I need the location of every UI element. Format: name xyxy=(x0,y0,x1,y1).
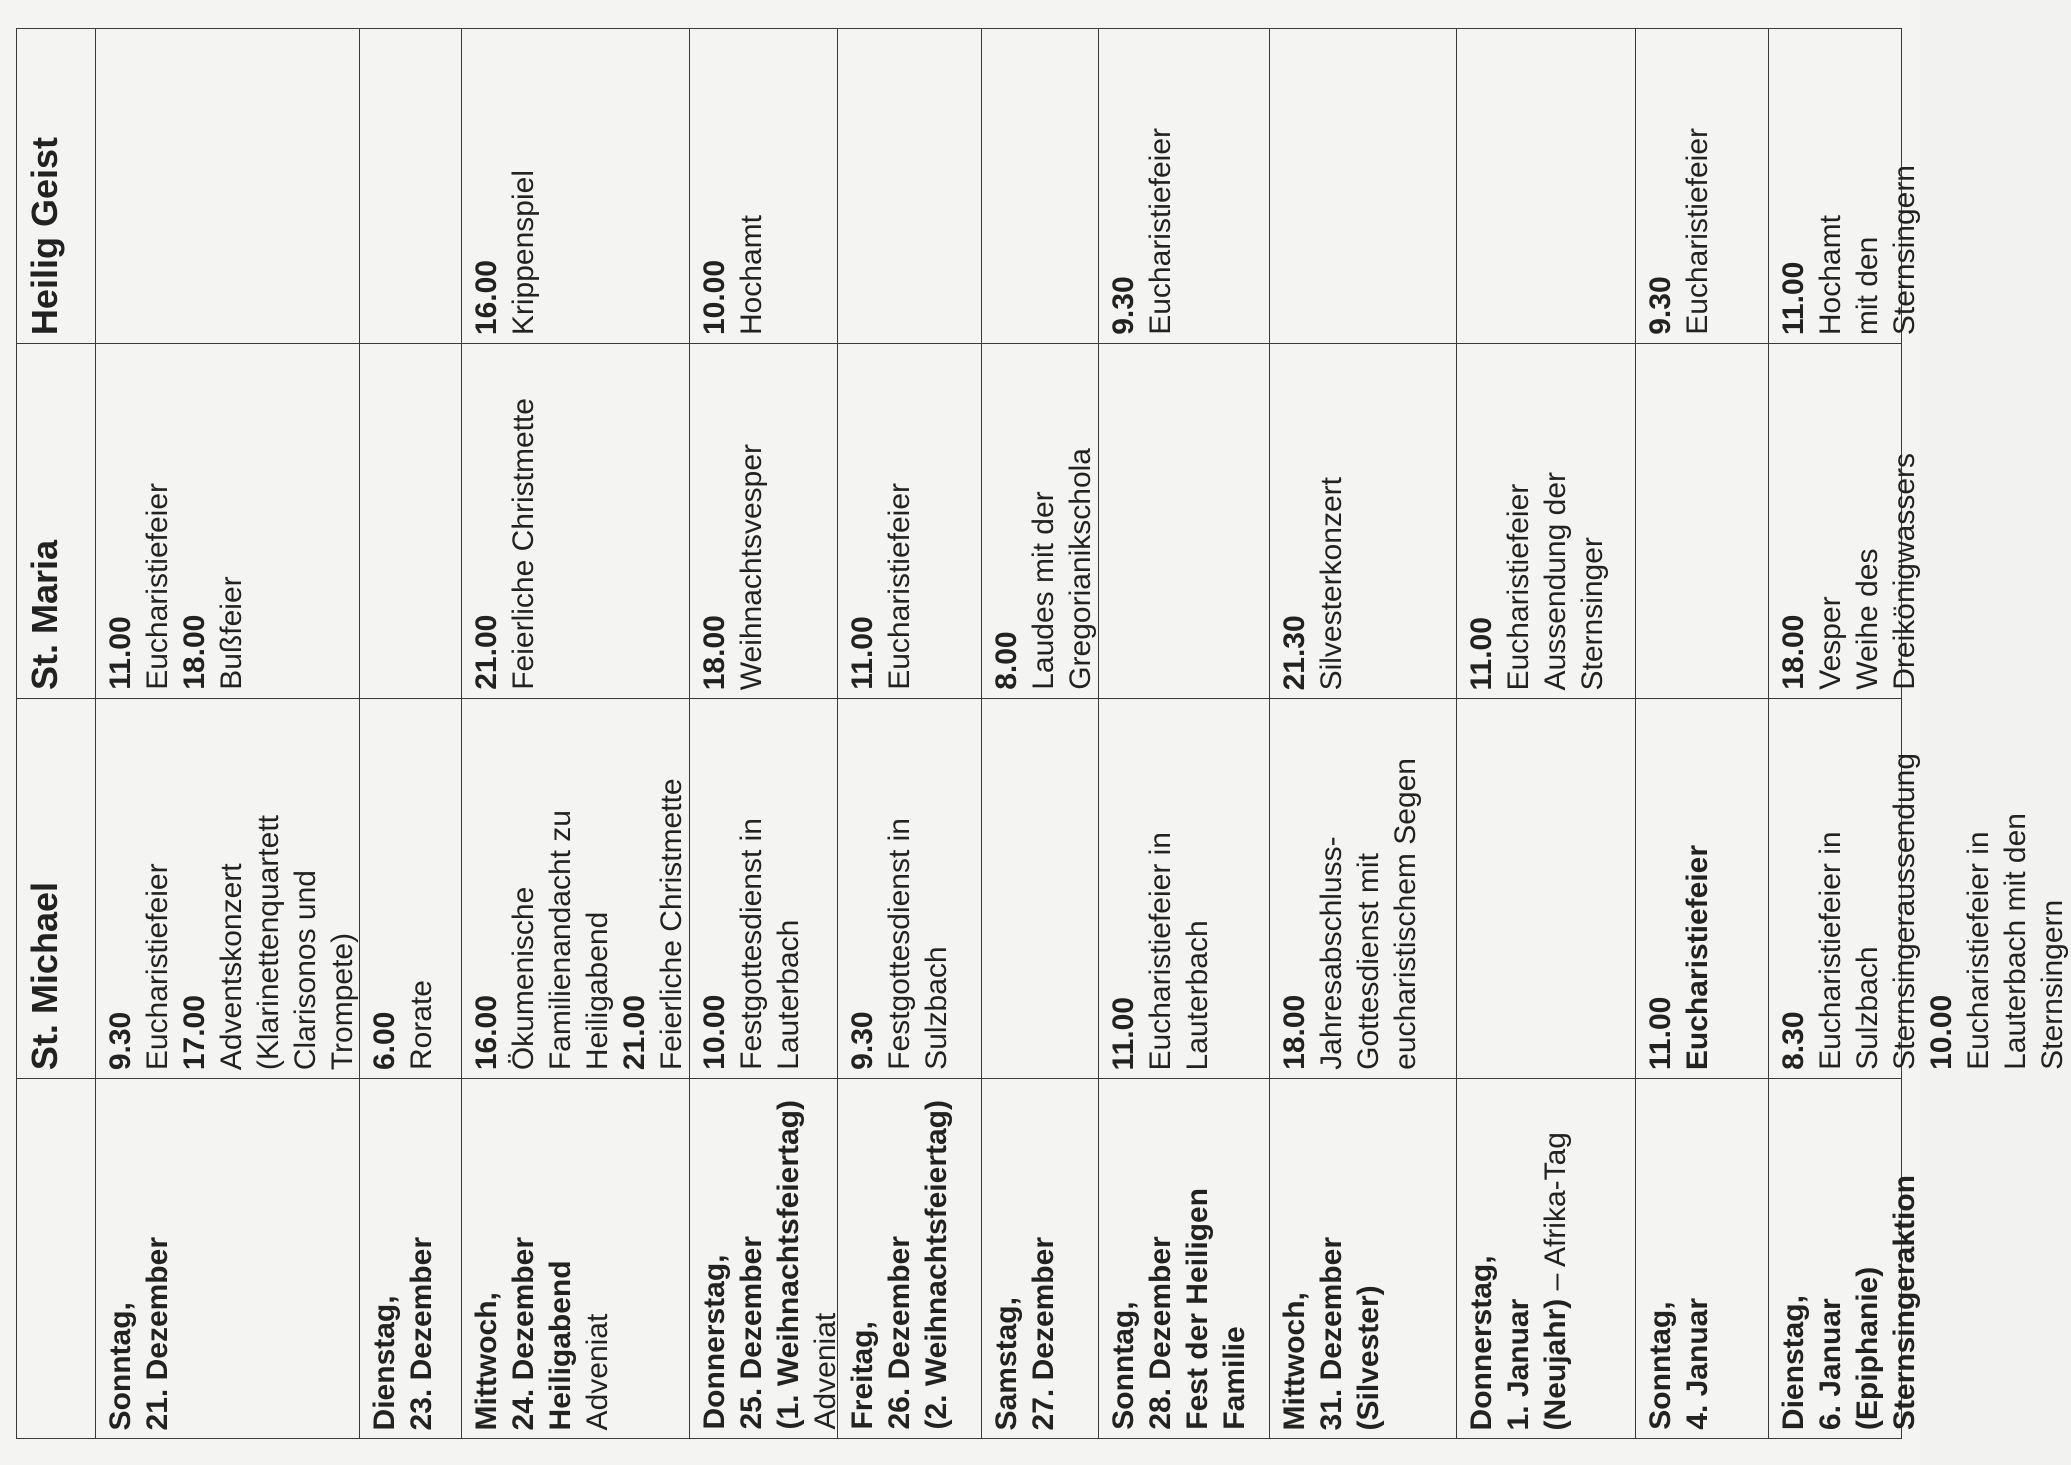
geist-cell xyxy=(1456,29,1635,344)
maria-cell-text xyxy=(468,398,542,690)
date-line: 4. Januar xyxy=(1680,1298,1714,1430)
maria-line: 11.00 xyxy=(104,616,138,690)
michael-line: Familienandacht zu xyxy=(544,809,578,1070)
date-line: 1. Januar xyxy=(1501,1298,1535,1430)
geist-cell xyxy=(462,29,690,344)
date-line: (1. Weihnachtsfeiertag) xyxy=(771,1100,805,1430)
geist-cell xyxy=(359,29,461,344)
geist-cell xyxy=(1098,29,1269,344)
date-line: (Silvester) xyxy=(1352,1284,1386,1430)
maria-line: 11.00 xyxy=(1464,616,1498,690)
michael-cell-text xyxy=(696,708,807,1070)
maria-cell xyxy=(359,344,461,699)
geist-cell xyxy=(96,29,359,344)
geist-line: 9.30 xyxy=(1106,276,1140,335)
michael-line: 10.00 xyxy=(697,994,731,1070)
date-line: 23. Dezember xyxy=(404,1236,438,1430)
michael-line: Rorate xyxy=(404,979,438,1070)
date-line: 6. Januar xyxy=(1813,1298,1847,1430)
date-cell xyxy=(1098,1079,1269,1439)
michael-line: Lauterbach xyxy=(1180,919,1214,1070)
date-cell xyxy=(359,1079,461,1439)
date-cell-text xyxy=(468,1237,616,1430)
date-line: Heiligabend xyxy=(544,1259,578,1430)
geist-cell xyxy=(1270,29,1457,344)
michael-line: 9.30 xyxy=(104,1011,138,1070)
michael-line: eucharistischem Segen xyxy=(1389,758,1423,1070)
michael-cell xyxy=(1635,699,1768,1079)
michael-cell xyxy=(462,699,690,1079)
michael-cell-text xyxy=(844,818,955,1070)
michael-line: 11.00 xyxy=(1643,996,1677,1070)
row-michael xyxy=(17,699,1902,1079)
date-line: Sternsingeraktion xyxy=(1887,1174,1921,1430)
michael-cell-text xyxy=(468,700,690,1070)
maria-line: 21.00 xyxy=(470,614,504,690)
date-cell-text xyxy=(1642,1298,1716,1430)
geist-cell-text xyxy=(468,170,542,335)
michael-line: Lauterbach xyxy=(771,919,805,1070)
date-line: Familie xyxy=(1217,1326,1251,1430)
maria-line: Vesper xyxy=(1813,596,1847,690)
michael-cell xyxy=(359,699,461,1079)
header-maria: St. Maria xyxy=(17,344,96,699)
date-line: (Epiphanie) xyxy=(1850,1266,1884,1430)
maria-line: 21.30 xyxy=(1278,614,1312,690)
michael-line: Sulzbach xyxy=(919,946,953,1070)
michael-line: Eucharistiefeier in xyxy=(1813,831,1847,1070)
michael-line: Lauterbach mit den xyxy=(1998,813,2032,1070)
maria-line: 18.00 xyxy=(178,614,212,690)
michael-line: Feierliche Christmette xyxy=(655,778,689,1070)
date-cell-text xyxy=(988,1237,1062,1430)
maria-line: Sternsinger xyxy=(1575,536,1609,690)
michael-line: 17.00 xyxy=(178,994,212,1070)
row-date xyxy=(17,1079,1902,1439)
date-line: Samstag, xyxy=(990,1296,1024,1430)
michael-cell-text xyxy=(1642,845,1716,1070)
maria-cell xyxy=(689,344,837,699)
michael-line: Gottesdienst mit xyxy=(1352,853,1386,1070)
maria-line: Eucharistiefeier xyxy=(141,483,175,690)
date-cell xyxy=(1456,1079,1635,1439)
maria-cell xyxy=(982,344,1098,699)
maria-line: 8.00 xyxy=(990,631,1024,690)
maria-line: 18.00 xyxy=(1776,614,1810,690)
maria-line: Weihe des xyxy=(1850,548,1884,690)
geist-line: Krippenspiel xyxy=(507,169,541,335)
maria-cell xyxy=(1635,344,1768,699)
maria-cell xyxy=(96,344,359,699)
header-geist: Heilig Geist xyxy=(17,29,96,344)
michael-cell xyxy=(1768,699,2069,1079)
maria-cell-text xyxy=(696,444,770,690)
row-geist xyxy=(17,29,1902,344)
date-cell xyxy=(689,1079,842,1439)
geist-cell xyxy=(837,29,982,344)
maria-line: Eucharistiefeier xyxy=(1501,483,1535,690)
michael-line: Adventskonzert xyxy=(215,863,249,1070)
maria-line: 18.00 xyxy=(697,614,731,690)
michael-line: Festgottesdienst in xyxy=(734,818,768,1070)
michael-cell xyxy=(1098,699,1269,1079)
maria-line: Feierliche Christmette xyxy=(507,398,541,690)
date-line: 26. Dezember xyxy=(882,1236,916,1430)
michael-cell xyxy=(1270,699,1457,1079)
michael-line: Sulzbach xyxy=(1850,946,1884,1070)
date-cell xyxy=(1635,1079,1768,1439)
michael-cell xyxy=(837,699,982,1079)
date-cell-text xyxy=(844,1100,955,1430)
michael-line: Trompete) xyxy=(326,932,360,1070)
michael-line: 8.30 xyxy=(1776,1011,1810,1070)
michael-line: (Klarinettenquartett xyxy=(252,814,286,1070)
date-line: Dienstag, xyxy=(1776,1294,1810,1430)
michael-cell xyxy=(982,699,1098,1079)
michael-line: Ökumenische xyxy=(507,886,541,1070)
date-line: 24. Dezember xyxy=(507,1236,541,1430)
geist-cell xyxy=(689,29,837,344)
geist-cell xyxy=(982,29,1098,344)
date-line: Fest der Heiligen xyxy=(1180,1188,1214,1430)
michael-line: Eucharistiefeier xyxy=(1680,844,1714,1070)
maria-cell-text xyxy=(1775,343,1923,690)
maria-line: Silvesterkonzert xyxy=(1315,476,1349,690)
maria-cell xyxy=(1098,344,1269,699)
maria-line: Eucharistiefeier xyxy=(882,483,916,690)
date-line: Freitag, xyxy=(845,1321,879,1430)
date-cell-text xyxy=(1105,1188,1253,1430)
date-line: Adveniat xyxy=(581,1313,615,1430)
geist-cell-text xyxy=(1775,55,1923,335)
geist-cell-text xyxy=(696,215,770,335)
michael-line: Jahresabschluss- xyxy=(1315,836,1349,1070)
maria-cell-text xyxy=(102,483,250,690)
geist-line: Eucharistiefeier xyxy=(1680,128,1714,335)
date-cell-text xyxy=(102,1237,176,1430)
geist-line: 11.00 xyxy=(1776,261,1810,335)
geist-line: Eucharistiefeier xyxy=(1143,128,1177,335)
michael-cell xyxy=(689,699,837,1079)
michael-line: 21.00 xyxy=(618,994,652,1070)
date-line: 28. Dezember xyxy=(1143,1236,1177,1430)
geist-cell xyxy=(1768,29,1921,344)
date-line: Sonntag, xyxy=(1643,1301,1677,1430)
header-michael: St. Michael xyxy=(17,699,96,1079)
date-line: 27. Dezember xyxy=(1027,1236,1061,1430)
michael-cell-text xyxy=(1276,648,1424,1070)
date-line: Dienstag, xyxy=(367,1294,401,1430)
geist-line: 10.00 xyxy=(697,259,731,335)
date-cell xyxy=(1270,1079,1457,1439)
maria-cell xyxy=(1456,344,1635,699)
maria-cell xyxy=(1270,344,1457,699)
michael-cell-text xyxy=(102,705,361,1070)
row-maria xyxy=(17,344,1902,699)
geist-line: Sternsingern xyxy=(1887,164,1921,335)
maria-line: Aussendung der xyxy=(1538,471,1572,690)
geist-cell xyxy=(1635,29,1768,344)
maria-line: 11.00 xyxy=(845,616,879,690)
geist-line: Hochamt xyxy=(734,214,768,335)
date-line: Sonntag, xyxy=(1106,1301,1140,1430)
date-line: Sonntag, xyxy=(104,1301,138,1430)
date-cell xyxy=(837,1079,982,1439)
maria-line: Bußfeier xyxy=(215,576,249,690)
date-cell-text xyxy=(366,1237,440,1430)
michael-line: 9.30 xyxy=(845,1011,879,1070)
maria-line: Laudes mit der xyxy=(1027,491,1061,690)
michael-line: 6.00 xyxy=(367,1011,401,1070)
date-line: 25. Dezember xyxy=(734,1236,768,1430)
michael-cell-text xyxy=(366,980,440,1070)
geist-line: Hochamt xyxy=(1813,214,1847,335)
geist-cell-text xyxy=(1105,128,1179,335)
michael-line: Sternsingeraussendung xyxy=(1887,753,1921,1070)
date-cell-text xyxy=(1276,1237,1387,1430)
date-line: 21. Dezember xyxy=(141,1236,175,1430)
michael-line: Eucharistiefeier xyxy=(141,863,175,1070)
maria-cell xyxy=(837,344,982,699)
maria-cell-text xyxy=(1463,472,1611,691)
date-cell-text xyxy=(696,1100,844,1430)
date-line: Donnerstag, xyxy=(1464,1254,1498,1430)
date-line: (2. Weihnachtsfeiertag) xyxy=(919,1100,953,1430)
geist-line: 16.00 xyxy=(470,259,504,335)
date-line: Mittwoch, xyxy=(1278,1291,1312,1430)
header-date xyxy=(17,1079,96,1439)
michael-line: 16.00 xyxy=(470,994,504,1070)
michael-line: Eucharistiefeier in xyxy=(1961,831,1995,1070)
michael-line: Sternsingern xyxy=(2035,899,2069,1070)
michael-cell-text xyxy=(1775,643,2071,1070)
michael-line: Clarisonos und xyxy=(289,869,323,1070)
date-cell xyxy=(462,1079,690,1439)
maria-cell-text xyxy=(988,448,1099,690)
service-schedule-table xyxy=(16,28,2069,1439)
maria-line: Weihnachtsvesper xyxy=(734,443,768,690)
date-cell xyxy=(96,1079,359,1439)
michael-line: 10.00 xyxy=(1924,994,1958,1070)
michael-cell xyxy=(96,699,359,1079)
date-line: 31. Dezember xyxy=(1315,1236,1349,1430)
date-line: Adveniat xyxy=(808,1313,842,1430)
michael-cell-text xyxy=(1105,722,1216,1070)
geist-line: mit den xyxy=(1850,236,1884,335)
maria-cell-text xyxy=(844,483,918,690)
maria-cell xyxy=(462,344,690,699)
geist-line: 9.30 xyxy=(1643,276,1677,335)
date-cell xyxy=(982,1079,1098,1439)
date-cell xyxy=(1768,1079,1921,1439)
michael-line: Eucharistiefeier in xyxy=(1143,831,1177,1070)
date-cell-text xyxy=(1463,1132,1574,1430)
michael-line: 11.00 xyxy=(1106,996,1140,1070)
michael-cell xyxy=(1456,699,1635,1079)
geist-cell-text xyxy=(1642,128,1716,335)
michael-line: 18.00 xyxy=(1278,994,1312,1070)
maria-line: Gregorianikschola xyxy=(1064,448,1098,690)
date-line: Mittwoch, xyxy=(470,1291,504,1430)
date-line: Donnerstag, xyxy=(697,1254,731,1430)
michael-line: Heiligabend xyxy=(581,911,615,1070)
maria-line: Dreikönigwassers xyxy=(1887,453,1921,690)
date-cell-text xyxy=(1775,1175,1923,1430)
date-line: (Neujahr) – Afrika-Tag xyxy=(1538,1131,1572,1430)
michael-line: Festgottesdienst in xyxy=(882,818,916,1070)
